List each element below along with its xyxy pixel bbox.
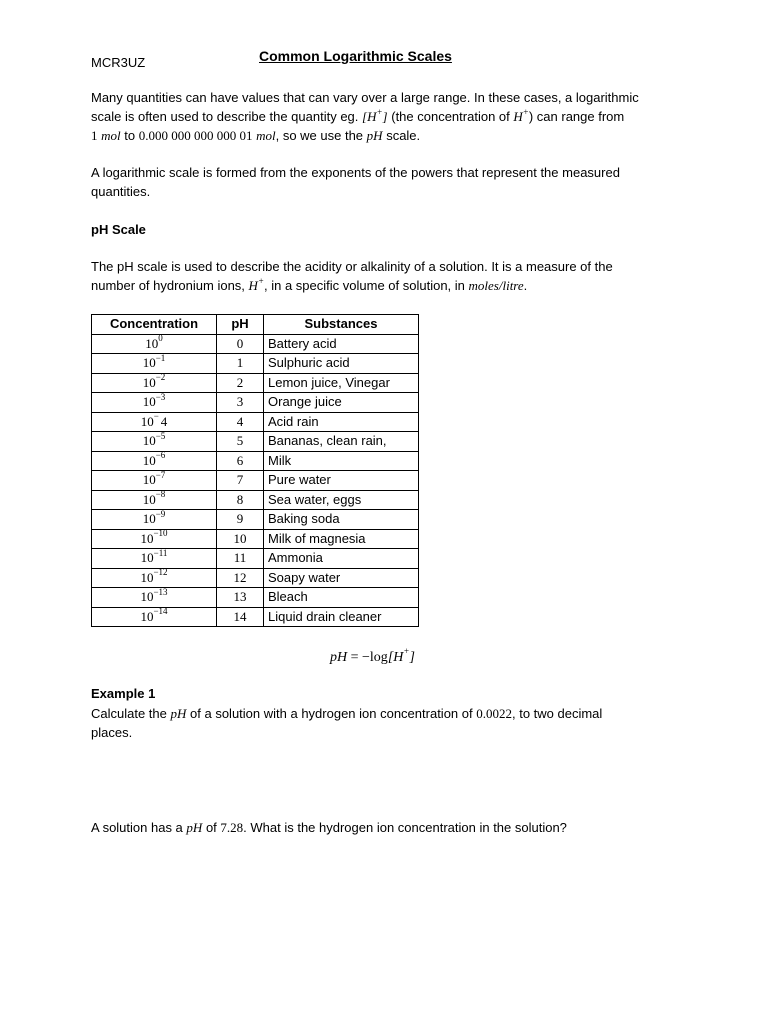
paragraph-line: places.: [91, 725, 133, 740]
concentration-cell: $10^{-2}$: [92, 373, 217, 393]
substance-cell: Pure water: [264, 471, 419, 491]
table-row: [92, 451, 419, 471]
ph-cell: 12: [217, 568, 264, 588]
paragraph-line: Calculate the pH of a solution with a hydrogen ion concentration of 0.0022, to two decimal: [91, 706, 603, 721]
ph-cell: 11: [217, 549, 264, 569]
substance-cell: Liquid drain cleaner: [264, 607, 419, 627]
unit: mol: [256, 128, 276, 143]
ph-cell: 13: [217, 588, 264, 608]
example-question-2: A solution has a pH of 7.28. What is the hydrogen ion concentration in the solution?: [91, 820, 567, 835]
substance-cell: Soapy water: [264, 568, 419, 588]
concentration-cell: $10^{-8}$: [92, 490, 217, 510]
ph-table: [91, 314, 419, 627]
column-header-ph: pH: [217, 315, 264, 335]
concentration-cell: $10^{-6}$: [92, 451, 217, 471]
ph-symbol: pH: [366, 128, 383, 143]
table-row: [92, 412, 419, 432]
table-row: [92, 393, 419, 413]
ph-cell: 10: [217, 529, 264, 549]
unit: moles/litre: [468, 278, 524, 293]
ph-cell: 0: [217, 334, 264, 354]
table-row: [92, 568, 419, 588]
table-row: [92, 510, 419, 530]
ph-cell: 1: [217, 354, 264, 374]
column-header-substances: Substances: [264, 315, 419, 335]
concentration-cell: $10^{-3}$: [92, 393, 217, 413]
ph-cell: 7: [217, 471, 264, 491]
ph-cell: 4: [217, 412, 264, 432]
ph-cell: 5: [217, 432, 264, 452]
intro-line-1: Many quantities can have values that can vary over a large range. In these cases, a logarithmic: [91, 90, 639, 105]
intro-paragraph: [91, 88, 681, 145]
ph-formula: pH = −log[H+]: [330, 646, 415, 665]
intro-text: scale.: [386, 128, 421, 143]
substance-cell: Milk: [264, 451, 419, 471]
ph-cell: 6: [217, 451, 264, 471]
ph-cell: 8: [217, 490, 264, 510]
value: 0.000 000 000 000 01: [138, 128, 253, 143]
concentration-cell: $10^{-13}$: [92, 588, 217, 608]
substance-cell: Bleach: [264, 588, 419, 608]
paragraph-line: number of hydronium ions, H+, in a specific volume of solution, in moles/litre.: [91, 275, 528, 293]
substance-cell: Milk of magnesia: [264, 529, 419, 549]
table-row: [92, 334, 419, 354]
table-row: [92, 607, 419, 627]
concentration-cell: $10^{-12}$: [92, 568, 217, 588]
log-scale-paragraph: [91, 163, 681, 201]
table-row: [92, 471, 419, 491]
table-row: [92, 588, 419, 608]
value: 7.28: [220, 820, 244, 835]
concentration-cell: $10^{-9}$: [92, 510, 217, 530]
substance-cell: Sulphuric acid: [264, 354, 419, 374]
section-heading-ph: pH Scale: [91, 222, 146, 237]
intro-text: to: [124, 128, 136, 143]
ph-cell: 14: [217, 607, 264, 627]
table-row: [92, 373, 419, 393]
concentration-cell: 10− 4: [92, 412, 217, 432]
concentration-cell: $10^0$: [92, 334, 217, 354]
ph-cell: 2: [217, 373, 264, 393]
concentration-cell: $10^{-1}$: [92, 354, 217, 374]
example-question-1: [91, 704, 681, 742]
concentration-cell: $10^{-14}$: [92, 607, 217, 627]
paragraph-line: The pH scale is used to describe the acidity or alkalinity of a solution. It is a measure of the: [91, 259, 613, 274]
concentration-cell: $10^{-7}$: [92, 471, 217, 491]
hydrogen-symbol: [H+]: [362, 106, 388, 124]
paragraph-line: A logarithmic scale is formed from the exponents of the powers that represent the measured: [91, 165, 620, 180]
course-code: MCR3UZ: [91, 55, 146, 70]
intro-text: scale is often used to describe the quantity eg.: [91, 109, 359, 124]
paragraph-line: quantities.: [91, 184, 151, 199]
table-row: [92, 354, 419, 374]
substance-cell: Bananas, clean rain,: [264, 432, 419, 452]
table-row: [92, 549, 419, 569]
substance-cell: Ammonia: [264, 549, 419, 569]
value: 0.0022: [476, 706, 512, 721]
ph-cell: 3: [217, 393, 264, 413]
concentration-cell: $10^{-11}$: [92, 549, 217, 569]
intro-text: ) can range from: [528, 109, 625, 124]
intro-text: , so we use the: [275, 128, 364, 143]
substance-cell: Acid rain: [264, 412, 419, 432]
table-row: [92, 529, 419, 549]
hydrogen-symbol: H+: [513, 106, 529, 124]
example-heading: Example 1: [91, 686, 156, 701]
ph-description: [91, 257, 681, 295]
substance-cell: Lemon juice, Vinegar: [264, 373, 419, 393]
unit: mol: [101, 128, 121, 143]
table-row: [92, 490, 419, 510]
ph-cell: 9: [217, 510, 264, 530]
substance-cell: Orange juice: [264, 393, 419, 413]
ph-symbol: pH: [170, 706, 187, 721]
column-header-concentration: Concentration: [92, 315, 217, 335]
table-row: [92, 432, 419, 452]
page-title: Common Logarithmic Scales: [259, 48, 452, 64]
concentration-cell: $10^{-5}$: [92, 432, 217, 452]
intro-line-2: [91, 107, 681, 126]
hydrogen-symbol: H+: [248, 275, 265, 293]
substance-cell: Sea water, eggs: [264, 490, 419, 510]
table-header-row: [92, 315, 419, 335]
ph-symbol: pH: [186, 820, 203, 835]
substance-cell: Baking soda: [264, 510, 419, 530]
intro-line-3: [91, 126, 681, 145]
substance-cell: Battery acid: [264, 334, 419, 354]
intro-text: (the concentration of: [391, 109, 510, 124]
value: 1: [91, 128, 98, 143]
concentration-cell: $10^{-10}$: [92, 529, 217, 549]
